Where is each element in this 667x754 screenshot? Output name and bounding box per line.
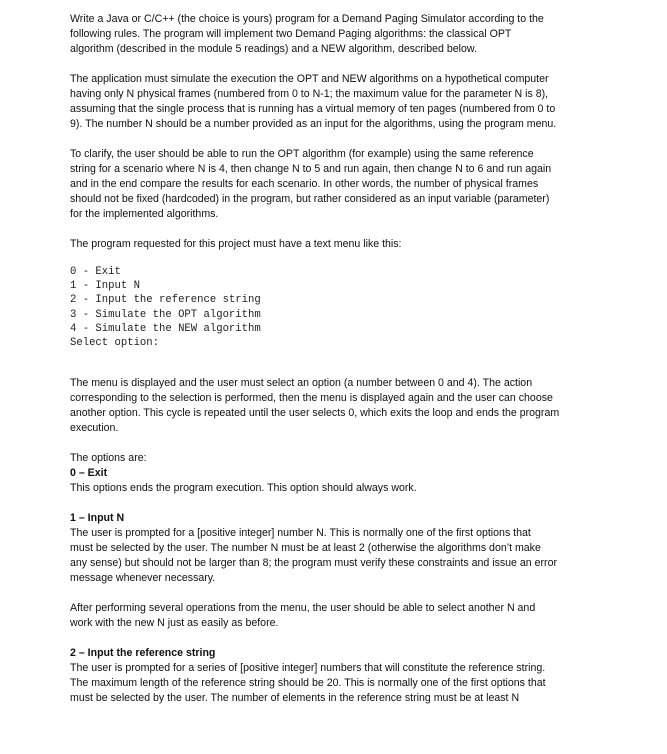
code-line: 4 - Simulate the NEW algorithm xyxy=(70,322,261,335)
text-line: having only N physical frames (numbered from 0 to N-1; the maximum value for the parameter N is 8), xyxy=(70,88,549,100)
text-line: The application must simulate the execution the OPT and NEW algorithms on a hypothetical computer xyxy=(70,73,549,85)
option-0-heading: 0 – Exit xyxy=(70,467,108,480)
text-line: After performing several operations from the menu, the user should be able to select another N and xyxy=(70,602,536,615)
option-1-after-paragraph xyxy=(70,601,598,631)
text-line: The user is prompted for a series of [positive integer] numbers that will constitute the reference string. xyxy=(70,662,546,675)
text-line: work with the new N just as easily as before. xyxy=(70,617,279,630)
text-line: To clarify, the user should be able to run the OPT algorithm (for example) using the same reference xyxy=(70,148,534,160)
code-line: 1 - Input N xyxy=(70,280,140,293)
options-intro: The options are: xyxy=(70,452,147,465)
menu-code-block xyxy=(70,265,598,350)
text-line: execution. xyxy=(70,422,119,435)
text-line: The user is prompted for a [positive integer] number N. This is normally one of the first options that xyxy=(70,527,531,540)
text-line: must be selected by the user. The number of elements in the reference string must be at least N xyxy=(70,692,520,705)
menu-intro-line: The program requested for this project must have a text menu like this: xyxy=(70,238,402,250)
text-line: should not be fixed (hardcoded) in the program, but rather considered as an input variable (parameter) xyxy=(70,193,550,205)
code-line: Select option: xyxy=(70,337,160,350)
text-line: any sense) but should not be larger than 8; the program must verify these constraints and issue an error xyxy=(70,557,557,570)
text-line: string for a scenario where N is 4, then change N to 5 and run again, then change N to 6 and run again xyxy=(70,163,552,175)
menu-loop-paragraph xyxy=(70,376,598,436)
intro-paragraph xyxy=(70,12,598,57)
text-line: must be selected by the user. The number N must be at least 2 (otherwise the algorithms don’t make xyxy=(70,542,541,555)
code-line: 2 - Input the reference string xyxy=(70,294,261,307)
document-page xyxy=(70,12,598,706)
text-line: another option. This cycle is repeated until the user selects 0, which exits the loop and ends the program xyxy=(70,407,560,420)
clarify-paragraph xyxy=(70,147,598,222)
text-line: for the implemented algorithms. xyxy=(70,208,219,220)
text-line: message whenever necessary. xyxy=(70,572,216,585)
option-1-heading: 1 – Input N xyxy=(70,512,125,525)
text-line: The menu is displayed and the user must select an option (a number between 0 and 4). The action xyxy=(70,377,533,390)
code-line: 0 - Exit xyxy=(70,266,121,278)
text-line: Write a Java or C/C++ (the choice is yours) program for a Demand Paging Simulator according to the xyxy=(70,13,544,25)
text-line: assuming that the single process that is running has a virtual memory of ten pages (numbered from 0 to xyxy=(70,103,556,115)
text-line: following rules. The program will implement two Demand Paging algorithms: the classical OPT xyxy=(70,28,512,40)
text-line: corresponding to the selection is performed, then the menu is displayed again and the user can choose xyxy=(70,392,553,405)
option-0-text: This options ends the program execution. This option should always work. xyxy=(70,482,417,495)
text-line: The maximum length of the reference string should be 20. This is normally one of the first options that xyxy=(70,677,546,690)
text-line: and in the end compare the results for each scenario. In other words, the number of physical frames xyxy=(70,178,539,190)
code-line: 3 - Simulate the OPT algorithm xyxy=(70,308,261,321)
option-2-paragraph xyxy=(70,661,598,706)
simulation-paragraph xyxy=(70,72,598,132)
option-1-paragraph xyxy=(70,526,598,586)
text-line: 9). The number N should be a number provided as an input for the algorithms, using the program menu. xyxy=(70,118,557,130)
option-2-heading: 2 – Input the reference string xyxy=(70,647,216,660)
text-line: algorithm (described in the module 5 readings) and a NEW algorithm, described below. xyxy=(70,43,477,55)
